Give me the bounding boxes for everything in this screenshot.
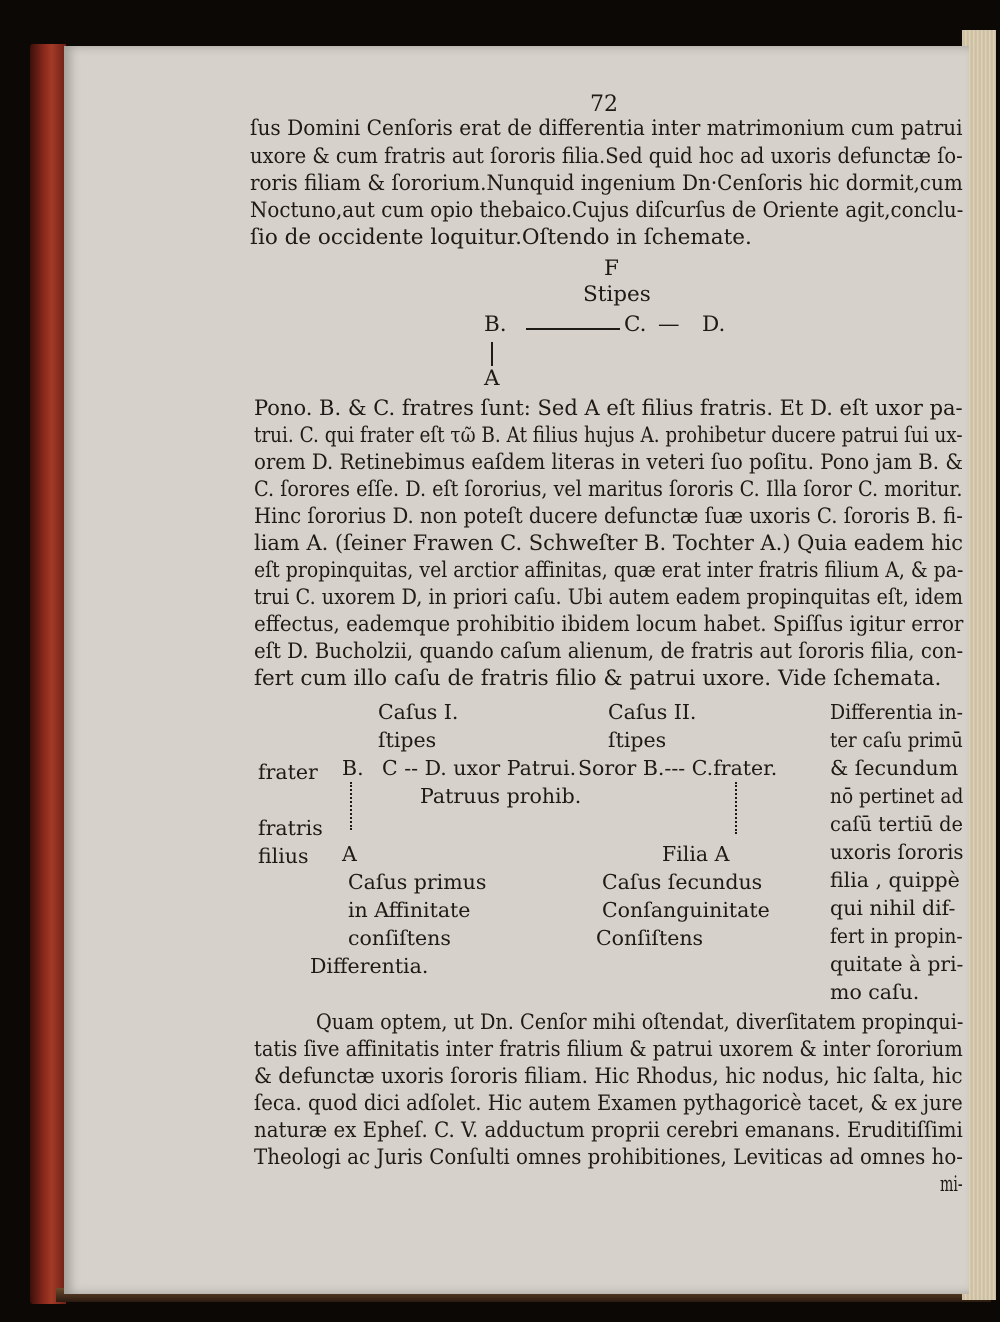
schema-node-b: B. bbox=[484, 312, 507, 337]
schema-node-d: D. bbox=[702, 312, 726, 337]
casus-primus-line: Caſus primus bbox=[348, 870, 487, 894]
schema-line bbox=[491, 342, 493, 366]
text-line: Pono. B. & C. fratres ſunt: Sed A eſt filius fratris. Et D. eſt uxor pa- bbox=[254, 396, 963, 421]
casus-2-title: Caſus II. bbox=[608, 700, 697, 724]
text-line: C. ſorores eſſe. D. eſt ſororius, vel maritus ſororis C. Illa ſoror C. moritur. bbox=[254, 477, 963, 502]
book-cover-spine bbox=[30, 44, 66, 1304]
text-line: fert cum illo caſu de fratris filio & patrui uxore. Vide ſchemata. bbox=[254, 666, 942, 691]
side-note-line: filia , quippè bbox=[830, 868, 960, 892]
label-filius: filius bbox=[258, 844, 309, 868]
text-line: Noctuno,aut cum opio thebaico.Cujus diſcurſus de Oriente agit,conclu- bbox=[250, 198, 964, 223]
text-line: liam A. (ſeiner Frawen C. Schweſter B. Tochter A.) Quia eadem hic bbox=[254, 531, 963, 556]
text-line: uxore & cum fratris aut ſororis filia.Sed quid hoc ad uxoris defunctæ ſo- bbox=[250, 144, 963, 169]
dotted-descent-line bbox=[735, 782, 737, 834]
side-note-line: nō pertinet ad bbox=[830, 784, 964, 808]
schema-top-label: F bbox=[604, 256, 619, 281]
side-note-line: caſū tertiū de bbox=[830, 812, 963, 836]
dotted-descent-line bbox=[350, 782, 352, 830]
label-fratris: fratris bbox=[258, 816, 323, 840]
casus-secundus-line: Caſus ſecundus bbox=[602, 870, 763, 894]
casus-primus-line: conſiſtens bbox=[348, 926, 451, 950]
text-line: effectus, eademque prohibitio ibidem locum habet. Spiſſus igitur error bbox=[254, 612, 964, 637]
node-filia: Filia A bbox=[662, 842, 730, 866]
text-line: tatis ſive affinitatis inter fratris filium & patrui uxorem & inter ſororium bbox=[254, 1037, 963, 1062]
catchword: mi- bbox=[940, 1172, 963, 1197]
text-line: Quam optem, ut Dn. Cenſor mihi oſtendat, diverſitatem propinqui- bbox=[316, 1010, 964, 1035]
schema-line bbox=[526, 328, 620, 330]
side-note-line: & ſecundum bbox=[830, 756, 959, 780]
text-line: ſus Domini Cenſoris erat de differentia inter matrimonium cum patrui bbox=[250, 116, 963, 141]
side-note-line: uxoris ſororis bbox=[830, 840, 964, 864]
casus-2-stipes: ſtipes bbox=[608, 728, 667, 752]
schema-stipes-label: Stipes bbox=[583, 282, 651, 307]
text-line: naturæ ex Epheſ. C. V. adductum proprii cerebri emanans. Eruditiſſimi bbox=[254, 1118, 963, 1143]
patruus-label: Patruus prohib. bbox=[420, 784, 582, 808]
text-line: Theologi ac Juris Conſulti omnes prohibitiones, Leviticas ad omnes ho- bbox=[254, 1145, 963, 1170]
text-line: eſt D. Bucholzii, quando caſum alienum, de fratris aut ſororis filia, con- bbox=[254, 639, 964, 664]
text-line: eſt propinquitas, vel arctior affinitas, quæ erat inter fratris filium A, & pa- bbox=[254, 558, 964, 583]
side-note-line: qui nihil dif- bbox=[830, 896, 956, 920]
side-note-line: fert in propin- bbox=[830, 924, 963, 948]
side-note-line: ter caſu primū bbox=[830, 728, 963, 752]
node-a: A bbox=[342, 842, 357, 866]
schema-dash: — bbox=[658, 312, 680, 337]
node-b: B. bbox=[342, 756, 364, 780]
side-note-line: Differentia in- bbox=[830, 700, 964, 724]
text-line: orem D. Retinebimus eaſdem literas in veteri ſuo poſitu. Pono jam B. & bbox=[254, 450, 963, 475]
text-line: trui C. uxorem D, in priori caſu. Ubi autem eadem propinquitas eſt, idem bbox=[254, 585, 963, 610]
text-line: & defunctæ uxoris ſororis filiam. Hic Rhodus, hic nodus, hic ſalta, hic bbox=[254, 1064, 963, 1089]
side-note-line: mo caſu. bbox=[830, 980, 920, 1004]
differentia-label: Differentia. bbox=[310, 954, 429, 978]
page-number: 72 bbox=[590, 92, 618, 117]
casus-secundus-line: Conſiſtens bbox=[596, 926, 704, 950]
casus-1-title: Caſus I. bbox=[378, 700, 459, 724]
printed-page bbox=[64, 46, 969, 1294]
text-line: roris filiam & ſororium.Nunquid ingenium Dn·Cenſoris hic dormit,cum bbox=[250, 171, 963, 196]
text-line: ſeca. quod dici adſolet. Hic autem Examen pythagoricè tacet, & ex jure bbox=[254, 1091, 963, 1116]
text-line: trui. C. qui frater eſt τῶ B. At filius hujus A. prohibetur ducere patrui ſui ux- bbox=[254, 423, 963, 448]
text-line: ſio de occidente loquitur.Oſtendo in ſchemate. bbox=[250, 225, 752, 250]
casus-primus-line: in Affinitate bbox=[348, 898, 471, 922]
label-frater: frater bbox=[258, 760, 318, 784]
side-note-line: quitate à pri- bbox=[830, 952, 964, 976]
casus-1-stipes: ſtipes bbox=[378, 728, 437, 752]
node-c-d: C -- D. uxor Patrui. bbox=[382, 756, 577, 780]
schema-node-c: C. bbox=[624, 312, 647, 337]
text-line: Hinc ſororius D. non poteſt ducere defunctæ ſuæ uxoris C. ſororis B. fi- bbox=[254, 504, 963, 529]
node-soror-frater: Soror B.--- C.frater. bbox=[578, 756, 778, 780]
casus-secundus-line: Conſanguinitate bbox=[602, 898, 770, 922]
schema-node-a: A bbox=[484, 366, 500, 391]
